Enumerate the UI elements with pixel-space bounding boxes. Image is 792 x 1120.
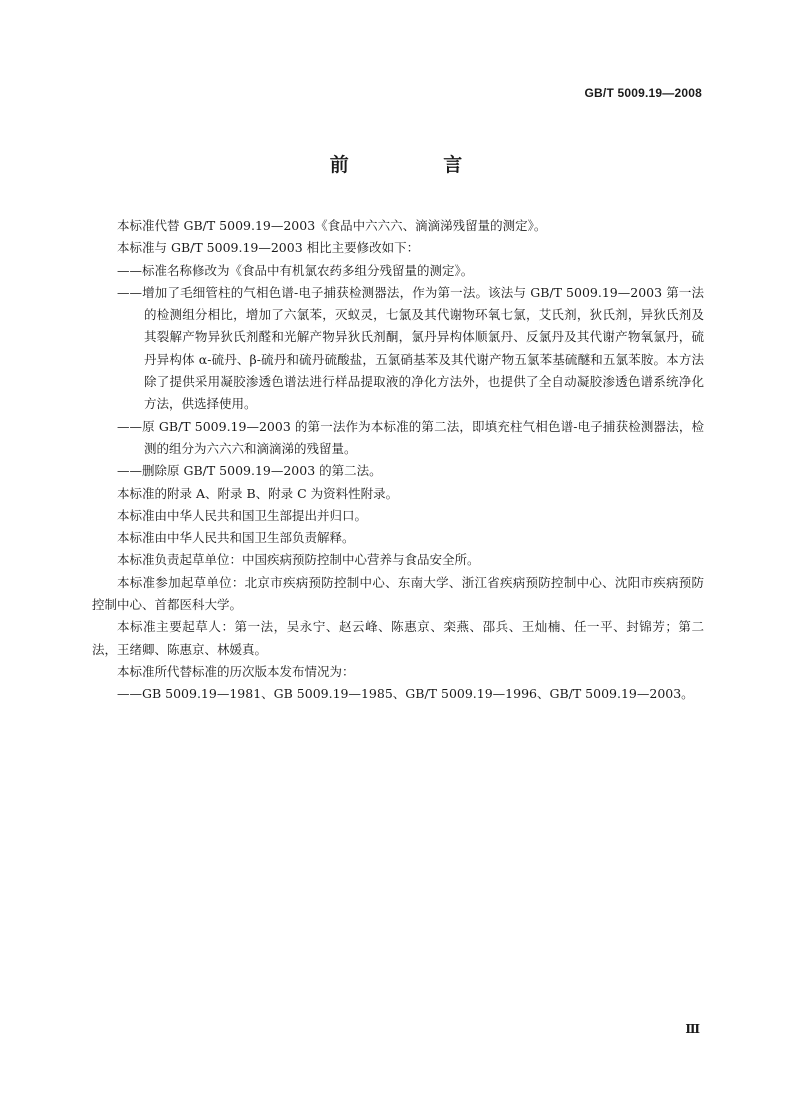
paragraph-proposer: 本标准由中华人民共和国卫生部提出并归口。 — [117, 507, 368, 523]
paragraph-changes-intro: 本标准与 GB/T 5009.19—2003 相比主要修改如下： — [117, 240, 420, 256]
history-item-versions: ——GB 5009.19—1981、GB 5009.19—1985、GB/T 5009.19—1996、GB/T 5009.19—2003。 — [117, 686, 694, 702]
document-body — [92, 215, 704, 706]
paragraph-participating-drafters: 本标准参加起草单位：北京市疾病预防控制中心、东南大学、浙江省疾病预防控制中心、沈阳市疾病预防控制中心、首都医科大学。 — [92, 574, 704, 613]
page-number: Ⅲ — [685, 1022, 700, 1036]
change-item-method-one: ——增加了毛细管柱的气相色谱-电子捕获检测器法，作为第一法。该法与 GB/T 5009.19—2003 第一法的检测组分相比，增加了六氯苯，灭蚁灵，七氯及其代谢物环氧七氯，艾氏剂，狄氏剂，异狄氏剂及其裂解产物异狄氏剂醛和光解产物异狄氏剂酮，氯丹异构体顺氯丹、反氯丹及其代谢产物氧氯丹，硫丹异构体 α-硫丹、β-硫丹和硫丹硫酸盐，五氯硝基苯及其代谢产物五氯苯基硫醚和五氯苯胺。本方法除了提供采用凝胶渗透色谱法进行样品提取液的净化方法外，也提供了全自动凝胶渗透色谱系统净化方法，供选择使用。 — [117, 284, 704, 412]
paragraph-interpreter: 本标准由中华人民共和国卫生部负责解释。 — [117, 530, 355, 546]
change-item-deleted: ——删除原 GB/T 5009.19—2003 的第二法。 — [117, 463, 382, 479]
paragraph-replaces: 本标准代替 GB/T 5009.19—2003《食品中六六六、滴滴涕残留量的测定》。 — [117, 218, 547, 233]
page-title: 前 言 — [329, 154, 507, 176]
paragraph-appendix: 本标准的附录 A、附录 B、附录 C 为资料性附录。 — [117, 485, 399, 501]
paragraph-main-drafters: 本标准主要起草人：第一法，吴永宁、赵云峰、陈惠京、栾燕、邵兵、王灿楠、任一平、封锦芳；第二法，王绪卿、陈惠京、林媛真。 — [92, 619, 704, 657]
change-item-method-two: ——原 GB/T 5009.19—2003 的第一法作为本标准的第二法，即填充柱气相色谱-电子捕获检测器法，检测的组分为六六六和滴滴涕的残留量。 — [117, 418, 704, 456]
change-item-name: ——标准名称修改为《食品中有机氯农药多组分残留量的测定》。 — [117, 262, 474, 278]
paragraph-history-intro: 本标准所代替标准的历次版本发布情况为： — [117, 663, 355, 679]
paragraph-lead-drafter: 本标准负责起草单位：中国疾病预防控制中心营养与食品安全所。 — [117, 552, 480, 568]
standard-code: GB/T 5009.19—2008 — [584, 86, 702, 100]
